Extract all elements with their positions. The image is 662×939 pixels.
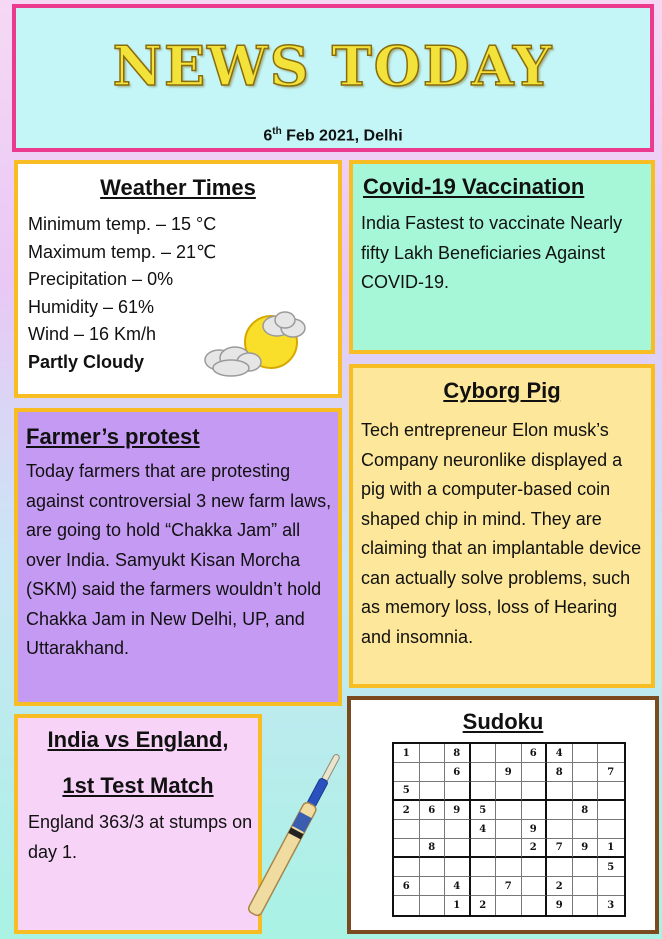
sudoku-cell — [522, 858, 548, 877]
sudoku-cell — [547, 801, 573, 820]
sudoku-cell: 1 — [394, 744, 420, 763]
partly-cloudy-icon — [201, 304, 311, 384]
sudoku-cell: 2 — [394, 801, 420, 820]
sudoku-cell — [496, 782, 522, 801]
sudoku-cell: 1 — [598, 839, 624, 858]
covid-heading: Covid-19 Vaccination — [363, 174, 585, 199]
cricket-heading-line1: India vs England, — [47, 727, 229, 752]
sudoku-cell — [496, 820, 522, 839]
sudoku-cell: 6 — [394, 877, 420, 896]
masthead — [12, 4, 654, 152]
sudoku-cell — [522, 801, 548, 820]
sudoku-heading: Sudoku — [462, 709, 544, 734]
sudoku-cell: 6 — [420, 801, 446, 820]
sudoku-cell — [420, 820, 446, 839]
sudoku-cell — [471, 858, 497, 877]
sudoku-cell — [573, 858, 599, 877]
sudoku-cell — [573, 896, 599, 915]
sudoku-cell — [496, 744, 522, 763]
farmer-panel — [14, 408, 342, 706]
sudoku-cell: 8 — [547, 763, 573, 782]
sudoku-cell — [547, 858, 573, 877]
farmer-text: Today farmers that are protesting against controversial 3 new farm laws, are going to hold “Chakka Jam” all over India. Samyukt Kisan Morcha (SKM) said the farmers wouldn’t hold Chakka Jam in New Delhi, UP, and Uttarakhand. — [26, 461, 332, 658]
sudoku-cell — [471, 763, 497, 782]
sudoku-cell — [445, 782, 471, 801]
cyborg-panel — [349, 364, 655, 688]
sudoku-cell — [420, 782, 446, 801]
sudoku-cell — [573, 820, 599, 839]
sudoku-cell — [471, 744, 497, 763]
sudoku-panel — [347, 696, 659, 934]
sudoku-cell: 7 — [598, 763, 624, 782]
sudoku-cell: 9 — [496, 763, 522, 782]
sudoku-cell — [394, 839, 420, 858]
sudoku-cell — [394, 763, 420, 782]
sudoku-cell — [573, 763, 599, 782]
cricket-panel — [14, 714, 262, 934]
weather-humidity: Humidity – 61% — [28, 296, 155, 317]
sudoku-cell: 7 — [496, 877, 522, 896]
farmer-heading: Farmer’s protest — [26, 424, 200, 449]
sudoku-cell: 4 — [471, 820, 497, 839]
sudoku-cell — [471, 782, 497, 801]
date-rest: Feb 2021, Delhi — [281, 127, 403, 145]
sudoku-cell — [573, 877, 599, 896]
sudoku-cell: 3 — [607, 900, 615, 911]
sudoku-grid — [392, 742, 626, 917]
cricket-bat-icon — [244, 742, 344, 932]
sudoku-cell — [598, 744, 624, 763]
cyborg-heading: Cyborg Pig — [443, 378, 561, 403]
sudoku-cell — [522, 877, 548, 896]
sudoku-cell — [420, 877, 446, 896]
weather-heading: Weather Times — [100, 175, 256, 200]
weather-wind: Wind – 16 Km/h — [28, 324, 157, 344]
sudoku-cell: 8 — [445, 744, 471, 763]
sudoku-cell — [522, 763, 548, 782]
sudoku-cell — [420, 858, 446, 877]
sudoku-cell: 5 — [598, 858, 624, 877]
weather-max-temp: Maximum temp. – 21℃ — [28, 241, 217, 262]
cricket-heading-line2: 1st Test Match — [62, 773, 214, 798]
sudoku-cell: 9 — [547, 896, 573, 915]
sudoku-cell: 6 — [445, 763, 471, 782]
sudoku-cell — [573, 782, 599, 801]
sudoku-cell — [496, 858, 522, 877]
sudoku-cell — [598, 782, 624, 801]
sudoku-cell: 2 — [547, 877, 573, 896]
sudoku-cell: 4 — [547, 744, 573, 763]
date-day: 6 — [263, 127, 273, 145]
sudoku-cell: 8 — [420, 839, 446, 858]
sudoku-cell — [445, 820, 471, 839]
sudoku-cell — [471, 877, 497, 896]
sudoku-cell — [394, 858, 420, 877]
covid-panel — [349, 160, 655, 354]
sudoku-cell: 9 — [573, 839, 599, 858]
sudoku-cell: 5 — [471, 801, 497, 820]
sudoku-cell — [547, 820, 573, 839]
sudoku-cell — [394, 896, 420, 915]
dateline — [16, 126, 650, 145]
page-title: NEWS TODAY — [112, 34, 554, 98]
sudoku-cell: 8 — [573, 801, 599, 820]
sudoku-cell — [598, 801, 624, 820]
sudoku-cell: 2 — [471, 896, 497, 915]
sudoku-cell: 1 — [445, 896, 471, 915]
sudoku-cell — [547, 782, 573, 801]
sudoku-cell — [573, 744, 599, 763]
sudoku-cell: 5 — [394, 782, 420, 801]
weather-precipitation: Precipitation – 0% — [28, 269, 174, 289]
sudoku-cell — [496, 839, 522, 858]
weather-condition: Partly Cloudy — [28, 351, 145, 372]
sudoku-cell: 7 — [547, 839, 573, 858]
cyborg-text: Tech entrepreneur Elon musk’s Company neuronlike displayed a pig with a computer-based coin shaped chip in mind. They are claiming that an implantable device can actually solve problems, such as memory loss, loss of Hearing and insomnia. — [361, 420, 642, 647]
sudoku-cell — [420, 744, 446, 763]
sudoku-cell — [522, 896, 548, 915]
sudoku-cell — [394, 820, 420, 839]
sudoku-cell — [522, 782, 548, 801]
sudoku-cell: 6 — [522, 744, 548, 763]
weather-min-temp: Minimum temp. – 15 °C — [28, 214, 217, 234]
sudoku-cell — [445, 839, 471, 858]
date-suffix: th — [272, 126, 282, 137]
sudoku-cell — [598, 877, 624, 896]
sudoku-cell — [420, 896, 446, 915]
sudoku-cell: 9 — [522, 820, 548, 839]
sudoku-cell: 2 — [522, 839, 548, 858]
sudoku-cell — [496, 896, 522, 915]
sudoku-cell: 4 — [445, 877, 471, 896]
sudoku-cell — [598, 820, 624, 839]
sudoku-cell — [496, 801, 522, 820]
sudoku-cell — [420, 763, 446, 782]
sudoku-cell: 9 — [445, 801, 471, 820]
sudoku-cell — [445, 858, 471, 877]
cricket-text: England 363/3 at stumps on day 1. — [28, 812, 253, 862]
sudoku-cell — [471, 839, 497, 858]
covid-text: India Fastest to vaccinate Nearly fifty Lakh Beneficiaries Against COVID-19. — [361, 213, 623, 292]
weather-panel — [14, 160, 342, 398]
